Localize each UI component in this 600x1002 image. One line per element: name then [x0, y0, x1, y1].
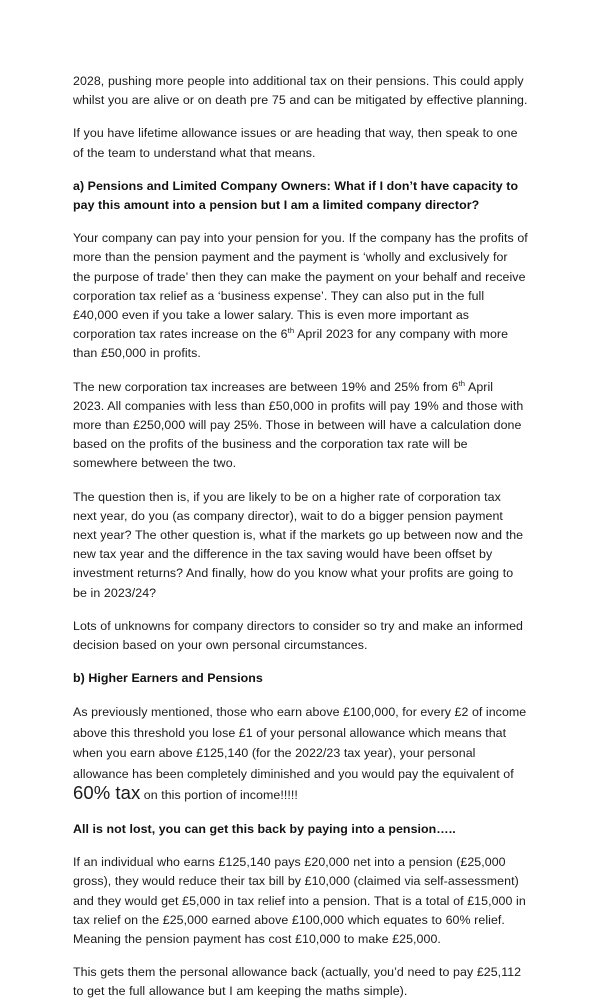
paragraph-lots-of-unknowns: Lots of unknowns for company directors to consider so try and make an informed decision based on your own personal circumstances.: [73, 618, 523, 653]
paragraph-company-can-pay-text-before: Your company can pay into your pension for you. If the company has the profits of more than the pension payment and the payment is ‘wholly and exclusively for the purpose of trade’ then they can make the payment on your behalf and receive corporation tax relief as a ‘business expense’. They can also put in the full £40,000 even if you take a lower salary. This is even more important as corporation tax rates increase on the 6: [73, 231, 528, 342]
paragraph-company-can-pay: [73, 229, 528, 363]
paragraph-lta-team: If you have lifetime allowance issues or are heading that way, then speak to one of the team to understand what that means.: [73, 126, 518, 160]
paragraph-new-corporation-tax-text-before: The new corporation tax increases are between 19% and 25% from 6: [73, 379, 459, 394]
paragraph-if-an-individual: If an individual who earns £125,140 pays £20,000 net into a pension (£25,000 gross), they would reduce their tax bill by £10,000 (claimed via self-assessment) and they would get £5,000 in tax relief into a pension. That is a total of £15,000 in tax relief on the £25,000 earned above £100,000 which equates to 60% relief. Meaning the pension payment has cost £10,000 to make £25,000.: [73, 855, 526, 946]
paragraph-lta-continued: 2028, pushing more people into additional tax on their pensions. This could apply whilst you are alive or on death pre 75 and can be mitigated by effective planning.: [73, 74, 528, 108]
superscript-ordinal-th-april-2023-second: th: [458, 378, 466, 388]
superscript-ordinal-th-april-2023: th: [287, 326, 295, 336]
document-body: [73, 72, 528, 1002]
heading-b-higher-earners-and-pensions: b) Higher Earners and Pensions: [73, 671, 263, 686]
heading-all-is-not-lost: All is not lost, you can get this back by paying into a pension…..: [73, 821, 456, 836]
paragraph-as-previously-mentioned: [73, 702, 528, 806]
paragraph-as-previously-mentioned-text-before: As previously mentioned, those who earn above £100,000, for every £2 of income above this threshold you lose £1 of your personal allowance which means that when you earn above £125,140 (for the 2022/23 tax year), your personal allowance has been completely diminished and you would pay the equivalent of: [73, 705, 527, 781]
paragraph-this-gets-them: This gets them the personal allowance back (actually, you’d need to pay £25,112 to get the full allowance but I am keeping the maths simple).: [73, 965, 522, 999]
paragraph-as-previously-mentioned-text-after: on this portion of income!!!!!: [140, 788, 298, 803]
heading-a-pensions-limited-company-owners: a) Pensions and Limited Company Owners: What if I don’t have capacity to pay this amount into a pension but I am a limited company director?: [73, 178, 519, 213]
paragraph-company-can-pay-text-after: April 2023 for any company with more than £50,000 in profits.: [73, 327, 509, 361]
paragraph-new-corporation-tax: [73, 378, 528, 474]
emphasis-sixty-percent-tax: 60% tax: [73, 782, 141, 804]
paragraph-the-question-then-is: The question then is, if you are likely to be on a higher rate of corporation tax next year, do you (as company director), wait to do a bigger pension payment next year? The other question is, what if the markets go up between now and the new tax year and the difference in the tax saving would have been offset by investment returns? And finally, how do you know what your profits are going to be in 2023/24?: [73, 489, 524, 600]
paragraph-new-corporation-tax-text-after: April 2023. All companies with less than £50,000 in profits will pay 19% and those with more than £250,000 will pay 25%. Those in between will have a calculation done based on the profits of the business and the corporation tax rate will be somewhere between the two.: [73, 379, 524, 471]
